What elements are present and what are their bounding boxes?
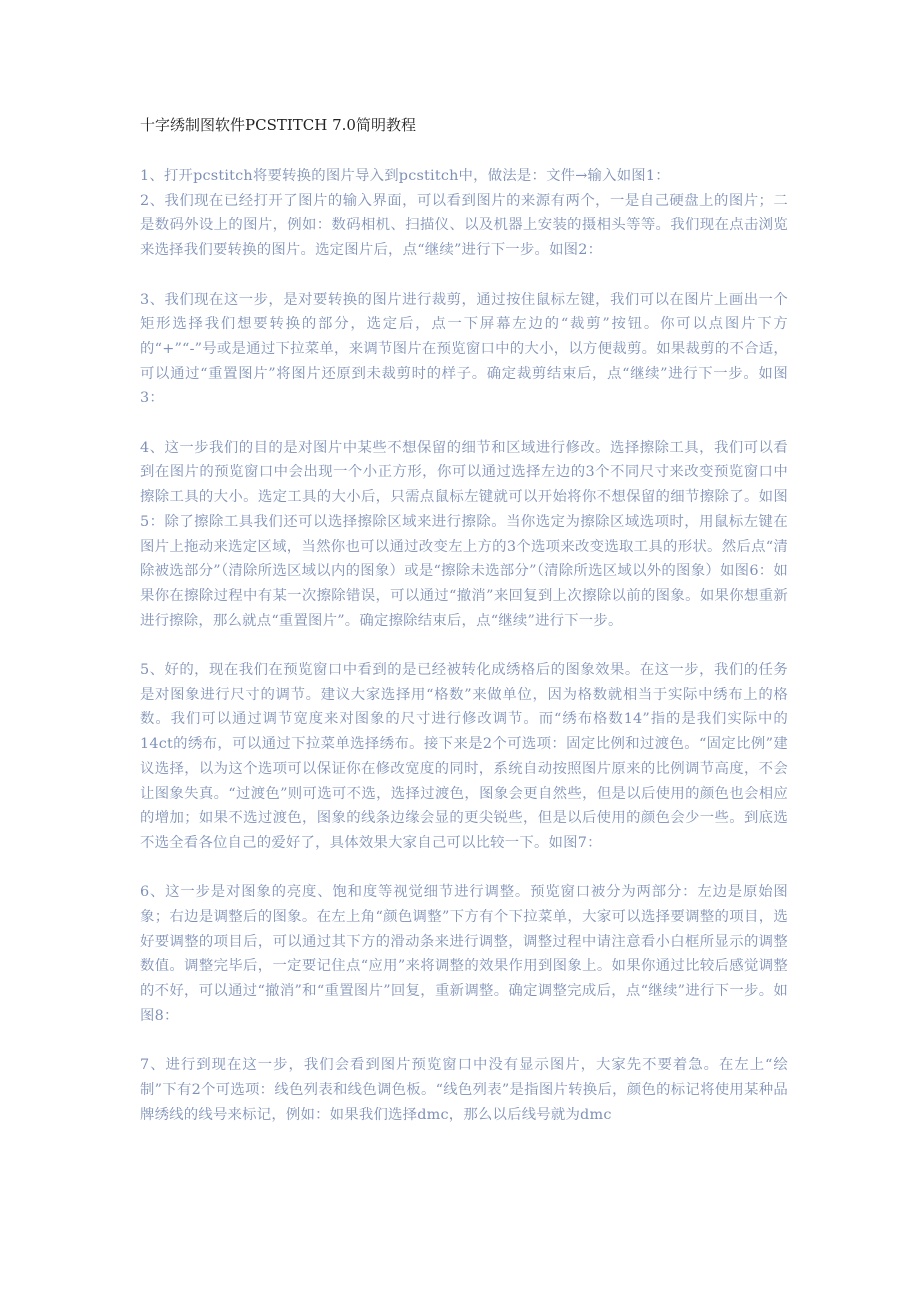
- paragraph-step-6: 6、这一步是对图象的亮度、饱和度等视觉细节进行调整。预览窗口被分为两部分：左边是原始图象；右边是调整后的图象。在左上角“颜色调整”下方有个下拉菜单，大家可以选择要调整的项目，选好要调整的项目后，可以通过其下方的滑动条来进行调整，调整过程中请注意看小白框所显示的调整数值。调整完毕后，一定要记住点“应用”来将调整的效果作用到图象上。如果你通过比较后感觉调整的不好，可以通过“撤消”和“重置图片”回复，重新调整。确定调整完成后，点“继续”进行下一步。如图8：: [140, 884, 788, 1024]
- paragraph-steps-1-2: 1、打开pcstitch将要转换的图片导入到pcstitch中，做法是：文件→输入如图1： 2、我们现在已经打开了图片的输入界面，可以看到图片的来源有两个，一是自己硬盘上的图片；二是数码外设上的图片，例如：数码相机、扫描仪、以及机器上安装的摄相头等等。我们现在点击浏览来选择我们要转换的图片。选定图片后，点“继续”进行下一步。如图2：: [140, 168, 788, 259]
- document-title: 十字绣制图软件PCSTITCH 7.0简明教程: [140, 116, 416, 134]
- paragraph-step-3: 3、我们现在这一步，是对要转换的图片进行裁剪，通过按住鼠标左键，我们可以在图片上画出一个矩形选择我们想要转换的部分，选定后，点一下屏幕左边的“裁剪”按钮。你可以点图片下方的“+”“-”号或是通过下拉菜单，来调节图片在预览窗口中的大小，以方便裁剪。如果裁剪的不合适，可以通过“重置图片”将图片还原到未裁剪时的样子。确定裁剪结束后，点“继续”进行下一步。如图3：: [140, 291, 788, 407]
- paragraph-step-7: 7、进行到现在这一步，我们会看到图片预览窗口中没有显示图片，大家先不要着急。在左上“绘制”下有2个可选项：线色列表和线色调色板。“线色列表”是指图片转换后，颜色的标记将使用某种品牌绣线的线号来标记，例如：如果我们选择dmc，那么以后线号就为dmc: [140, 1057, 788, 1123]
- paragraph-step-4: 4、这一步我们的目的是对图片中某些不想保留的细节和区域进行修改。选择擦除工具，我们可以看到在图片的预览窗口中会出现一个小正方形，你可以通过选择左边的3个不同尺寸来改变预览窗口中擦除工具的大小。选定工具的大小后，只需点鼠标左键就可以开始将你不想保留的细节擦除了。如图5：除了擦除工具我们还可以选择擦除区域来进行擦除。当你选定为擦除区域选项时，用鼠标左键在图片上拖动来选定区域，当然你也可以通过改变左上方的3个选项来改变选取工具的形状。然后点“清除被选部分”（清除所选区域以内的图象）或是“擦除未选部分”（清除所选区域以外的图象）如图6：如果你在擦除过程中有某一次擦除错误，可以通过“撤消”来回复到上次擦除以前的图象。如果你想重新进行擦除，那么就点“重置图片”。确定擦除结束后，点“继续”进行下一步。: [140, 439, 788, 629]
- document-page: [140, 112, 788, 1127]
- paragraph-step-5: 5、好的，现在我们在预览窗口中看到的是已经被转化成绣格后的图象效果。在这一步，我们的任务是对图象进行尺寸的调节。建议大家选择用“格数”来做单位，因为格数就相当于实际中绣布上的格数。我们可以通过调节宽度来对图象的尺寸进行修改调节。而“绣布格数14”指的是我们实际中的14ct的绣布，可以通过下拉菜单选择绣布。接下来是2个可选项：固定比例和过渡色。“固定比例”建议选择，以为这个选项可以保证你在修改宽度的同时，系统自动按照图片原来的比例调节高度，不会让图象失真。“过渡色”则可选可不选，选择过渡色，图象会更自然些，但是以后使用的颜色也会相应的增加；如果不选过渡色，图象的线条边缘会显的更尖锐些，但是以后使用的颜色会少一些。到底选不选全看各位自己的爱好了，具体效果大家自己可以比较一下。如图7：: [140, 662, 788, 851]
